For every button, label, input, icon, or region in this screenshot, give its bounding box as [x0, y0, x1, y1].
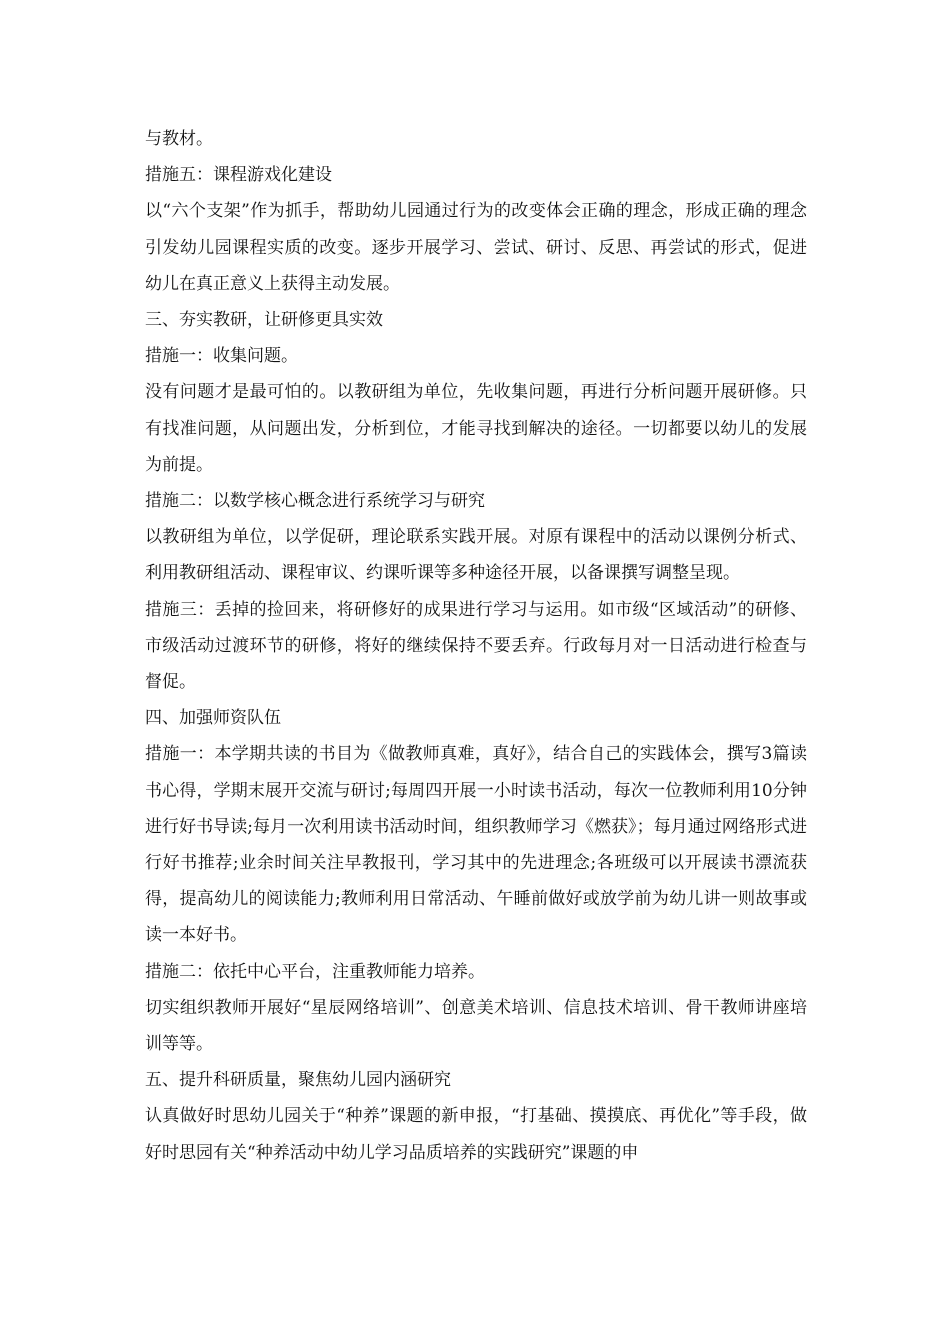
section-four-measure-two-text: 切实组织教师开展好“星辰网络培训”、创意美术培训、信息技术培训、骨干教师讲座培训等等。 [145, 997, 807, 1055]
section-three-measure-one-text: 没有问题才是最可怕的。以教研组为单位，先收集问题，再进行分析问题开展研修。只有找准问题，从问题出发，分析到位，才能寻找到解决的途径。一切都要以幼儿的发展为前提。 [145, 382, 807, 475]
paragraph-continuation: 与教材。 [145, 129, 213, 149]
section-three-measure-two-text: 以教研组为单位，以学促研，理论联系实践开展。对原有课程中的活动以课例分析式、利用教研组活动、课程审议、约课听课等多种途径开展，以备课撰写调整呈现。 [145, 527, 807, 584]
document-body [145, 121, 807, 1171]
section-three-heading: 三、夯实教研，让研修更具实效 [145, 310, 383, 331]
section-five-text: 认真做好时思幼儿园关于“种养”课题的新申报，“打基础、摸摸底、再优化”等手段，做好时思园有关“种养活动中幼儿学习品质培养的实践研究”课题的申 [145, 1106, 807, 1163]
section-four-measure-one-text: 措施一：本学期共读的书目为《做教师真难，真好》，结合自己的实践体会，撰写3篇读书心得，学期末展开交流与研讨;每周四开展一小时读书活动，每次一位教师利用10分钟进行好书导读;每月一次利用读书活动时间，组织教师学习《燃获》；每月通过网络形式进行好书推荐;业余时间关注早教报刊，学习其中的先进理念;各班级可以开展读书漂流获得，提高幼儿的阅读能力;教师利用日常活动、午睡前做好或放学前为幼儿讲一则故事或读一本好书。 [145, 744, 807, 946]
section-four-measure-two-heading: 措施二：依托中心平台，注重教师能力培养。 [145, 961, 485, 982]
section-three-measure-three-text: 措施三：丢掉的捡回来，将研修好的成果进行学习与运用。如市级“区域活动”的研修、市级活动过渡环节的研修，将好的继续保持不要丢弃。行政每月对一日活动进行检查与督促。 [145, 599, 807, 693]
section-four-heading: 四、加强师资队伍 [145, 708, 281, 729]
section-three-measure-two-heading: 措施二：以数学核心概念进行系统学习与研究 [145, 491, 485, 512]
section-five-heading: 五、提升科研质量，聚焦幼儿园内涵研究 [145, 1070, 451, 1091]
measure-five-heading: 措施五：课程游戏化建设 [145, 165, 332, 186]
measure-five-text: 以“六个支架”作为抓手，帮助幼儿园通过行为的改变体会正确的理念，形成正确的理念引发幼儿园课程实质的改变。逐步开展学习、尝试、研讨、反思、再尝试的形式，促进幼儿在真正意义上获得主动发展。 [145, 201, 807, 294]
section-three-measure-one-heading: 措施一：收集问题。 [145, 346, 298, 367]
